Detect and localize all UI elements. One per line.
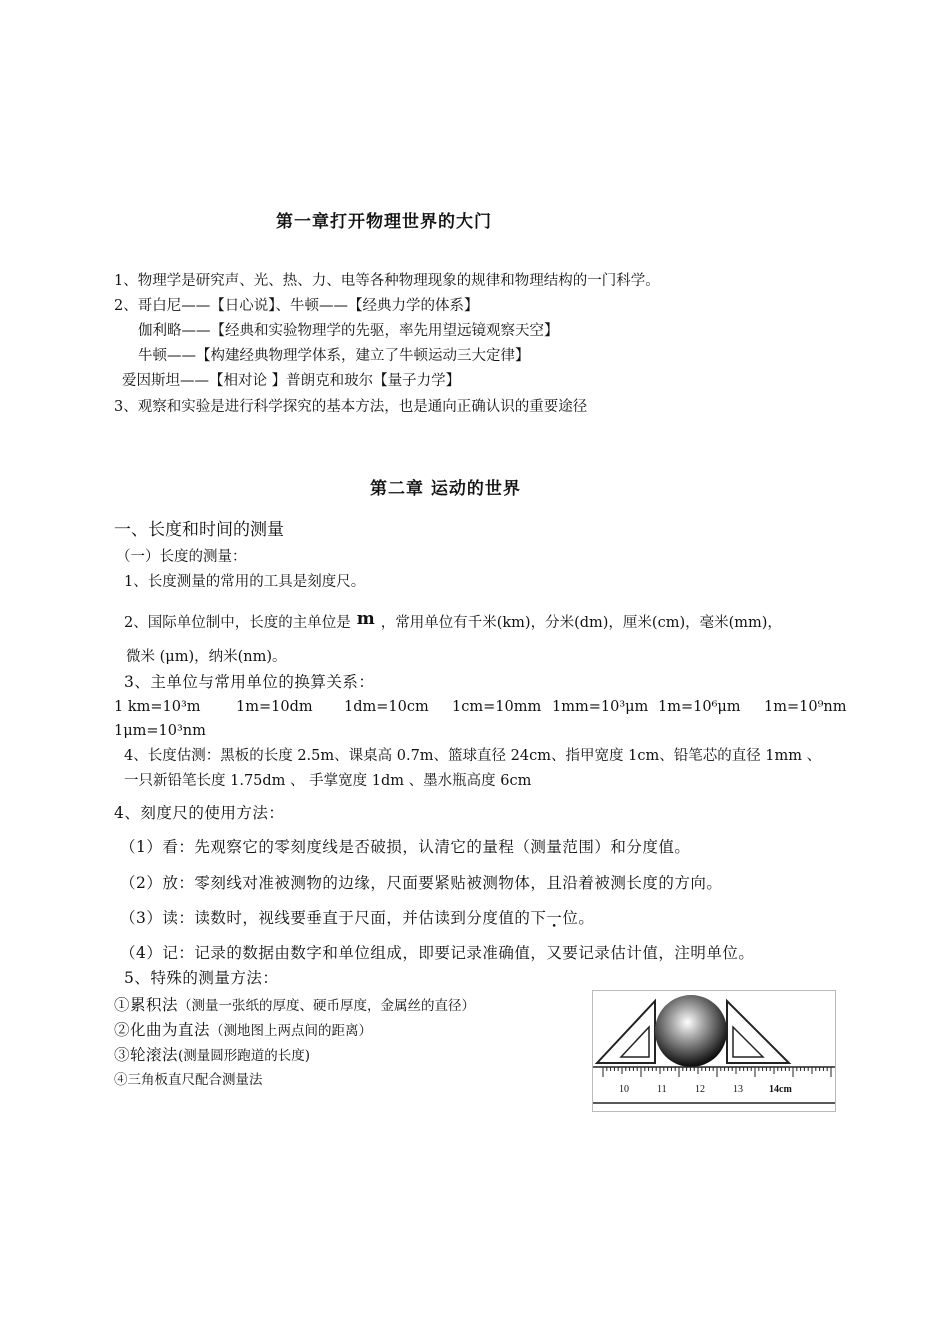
measurement-illustration	[593, 991, 835, 1111]
method-curve-to-line	[114, 1020, 372, 1041]
usage-step-record: （4）记：记录的数据由数字和单位组成，即要记录准确值，又要记录估计值，注明单位。	[120, 944, 755, 962]
item-4-estimates-b: 一只新铅笔长度 1.75dm 、 手掌宽度 1dm 、墨水瓶高度 6cm	[124, 773, 532, 789]
method-rolling-name: ③轮滚法	[114, 1046, 179, 1064]
usage-read-text: （3）读：读数时，视线要垂直于尺面，并估读到分度值的	[120, 909, 531, 927]
special-methods-heading: 5、特殊的测量方法：	[124, 969, 279, 987]
ch1-point-galileo: 伽利略——【经典和实验物理学的先驱，率先用望远镜观察天空】	[138, 323, 559, 339]
item-1-tool: 1、长度测量的常用的工具是刻度尺。	[124, 574, 366, 590]
ch1-point-einstein: 爱因斯坦——【相对论 】普朗克和玻尔【量子力学】	[122, 373, 461, 389]
ruler	[593, 1067, 835, 1103]
conversion-km: 1 km=10³m	[114, 699, 201, 715]
ruler-label-13: 13	[733, 1084, 743, 1095]
chapter1-title: 第一章打开物理世界的大门	[276, 212, 492, 232]
item-2-continued: 微米 (μm)，纳米(nm)。	[126, 649, 287, 665]
subsection-length-heading: （一）长度的测量：	[116, 549, 247, 565]
right-set-square	[727, 1001, 789, 1063]
method-triangle-ruler: ④三角板直尺配合测量法	[114, 1072, 263, 1088]
usage-read-end: 。	[578, 909, 595, 927]
ruler-label-10: 10	[619, 1084, 629, 1095]
ch1-point-newton: 牛顿——【构建经典物理学体系，建立了牛顿运动三大定律】	[138, 348, 530, 364]
item-2-text-a: 2、国际单位制中，长度的主单位是	[124, 615, 351, 631]
emphasized-next-digit: 下一位	[530, 909, 579, 927]
ruler-label-14cm: 14cm	[769, 1084, 792, 1095]
method-accumulation-note: （测量一张纸的厚度、硬币厚度，金属丝的直径）	[178, 998, 476, 1014]
usage-step-place: （2）放：零刻线对准被测物的边缘，尺面要紧贴被测物体，且沿着被测长度的方向。	[120, 874, 723, 892]
item-4-estimates-a: 4、长度估测：黑板的长度 2.5m、课桌高 0.7m、篮球直径 24cm、指甲宽度 1cm、铅笔芯的直径 1mm 、	[124, 748, 822, 764]
main-unit: m	[356, 609, 375, 629]
ball-diameter-measurement-figure	[592, 990, 836, 1112]
left-set-square	[597, 1001, 655, 1063]
usage-step-look: （1）看：先观察它的零刻度线是否破损，认清它的量程（测量范围）和分度值。	[120, 838, 691, 856]
method-curve-name: ②化曲为直法	[114, 1021, 211, 1039]
ruler-usage-heading: 4、刻度尺的使用方法：	[114, 804, 285, 822]
conversion-mm-um: 1mm=10³μm	[552, 699, 649, 715]
chapter2-title: 第二章 运动的世界	[370, 479, 521, 499]
item-2-units	[124, 609, 782, 633]
ch1-point-2: 2、哥白尼——【日心说】、牛顿——【经典力学的体系】	[114, 298, 479, 314]
method-rolling	[114, 1045, 310, 1066]
usage-step-read	[120, 908, 594, 928]
ruler-label-12: 12	[695, 1084, 705, 1095]
ruler-labels	[619, 1084, 792, 1095]
ball	[655, 995, 727, 1067]
method-accumulation-name: ①累积法	[114, 996, 179, 1014]
conversion-m-um: 1m=10⁶μm	[658, 699, 741, 715]
item-2-text-b: ，常用单位有千米(km)，分米(dm)，厘米(cm)，毫米(mm)，	[380, 615, 782, 631]
conversion-cm: 1dm=10cm	[344, 699, 429, 715]
conversion-m-nm: 1m=10⁹nm	[764, 699, 847, 715]
section-1-heading: 一、长度和时间的测量	[114, 520, 284, 540]
method-curve-note: （测地图上两点间的距离）	[210, 1023, 373, 1039]
ch1-point-1: 1、物理学是研究声、光、热、力、电等各种物理现象的规律和物理结构的一门科学。	[114, 273, 660, 289]
ch1-point-3: 3、观察和实验是进行科学探究的基本方法，也是通向正确认识的重要途径	[114, 399, 588, 415]
method-rolling-note: (测量圆形跑道的长度)	[178, 1048, 311, 1064]
item-3-conversion-heading: 3、主单位与常用单位的换算关系：	[124, 673, 375, 691]
conversion-mm: 1cm=10mm	[452, 699, 542, 715]
conversion-dm: 1m=10dm	[236, 699, 313, 715]
ruler-label-11: 11	[657, 1084, 667, 1095]
conversion-um-nm: 1μm=10³nm	[114, 723, 206, 739]
method-accumulation	[114, 995, 475, 1016]
